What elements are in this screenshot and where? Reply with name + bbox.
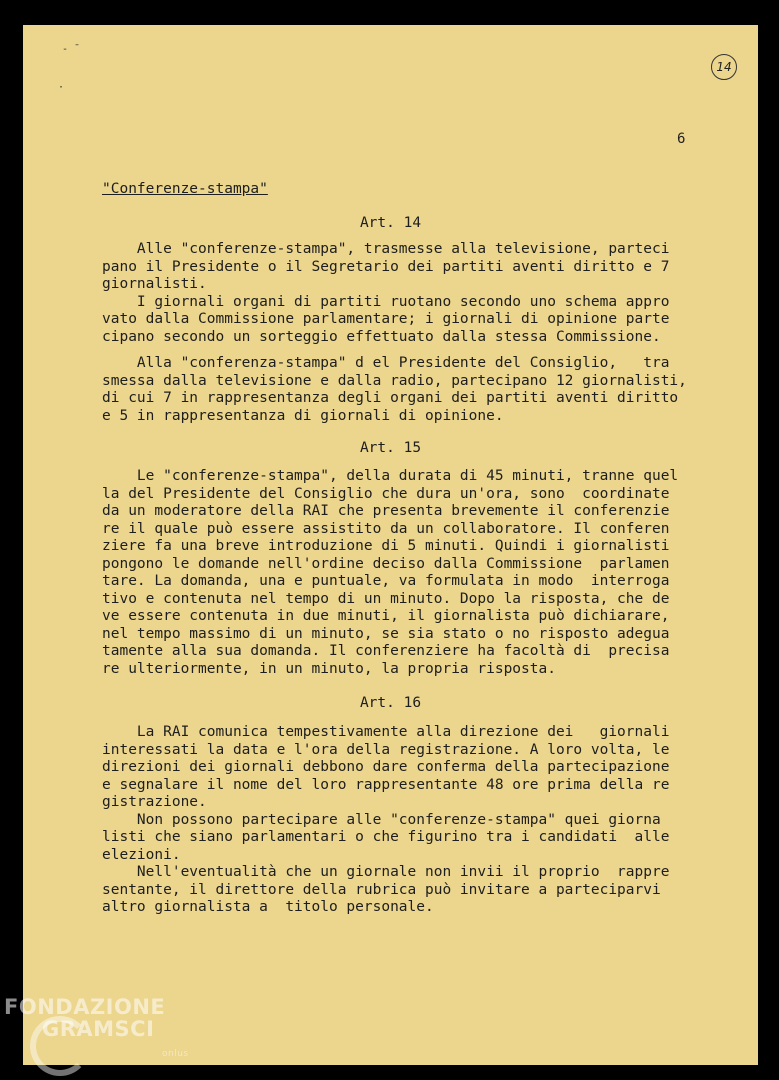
ink-mark: ‐ ˉ bbox=[62, 44, 81, 55]
article-paragraph: Le "conferenze-stampa", della durata di 45 minuti, tranne quel la del Presidente del Consiglio che dura un'ora, sono coordinate da un moderatore della RAI che presenta brevemente il conferenzie re il quale può essere assistito da un collaboratore. Il conferen ziere fa una breve introduzione di 5 minuti. Quindi i giornalisti pongono le domande nell'ordine deciso dalla Commissione parlamen tare. La domanda, una e puntuale, va formulata in modo interroga tivo e contenuta nel tempo di un minuto. Dopo la risposta, che de ve essere contenuta in due minuti, il giornalista può dichiarare, nel tempo massimo di un minuto, se sia stato o no risposto adegua tamente alla sua domanda. Il conferenziere ha facoltà di precisa re ulteriormente, in un minuto, la propria risposta. bbox=[102, 468, 679, 677]
watermark-line1: FONDAZIONE bbox=[4, 995, 166, 1019]
article-paragraph: La RAI comunica tempestivamente alla direzione dei giornali interessati la data e l'ora della registrazione. A loro volta, le direzioni dei giornali debbono dare conferma della partecipazione e segnalare il nome del loro rappresentante 48 ore prima della re gistrazione. Non possono partecipare alle "conferenze-stampa" quei giorna listi che siano parlamentari o che figurino tra i candidati alle elezioni. Nell'eventualità che un giornale non invii il proprio rappre sentante, il direttore della rubrica può invitare a parteciparvi altro giornalista a titolo personale. bbox=[102, 724, 670, 915]
watermark-suffix: onlus bbox=[162, 1049, 189, 1059]
watermark-logo bbox=[4, 995, 189, 1059]
ink-dot: · bbox=[58, 82, 65, 93]
article-heading: Art. 14 bbox=[359, 215, 422, 231]
article-paragraph: Alla "conferenza-stampa" d el Presidente del Consiglio, tra smessa dalla televisione e dalla radio, partecipano 12 giornalisti, di cui 7 in rappresentanza degli organi dei partiti aventi diritto e 5 in rappresentanza di giornali di opinione. bbox=[102, 355, 687, 424]
page-number: 6 bbox=[677, 131, 686, 147]
circled-page-number: 14 bbox=[711, 54, 737, 80]
article-heading: Art. 15 bbox=[359, 440, 422, 456]
article-heading: Art. 16 bbox=[359, 695, 422, 711]
section-title: "Conferenze-stampa" bbox=[102, 181, 268, 197]
watermark-line2: GRAMSCI bbox=[42, 1017, 155, 1041]
article-paragraph: Alle "conferenze-stampa", trasmesse alla televisione, parteci pano il Presidente o il Segretario dei partiti aventi diritto e 7 giornalisti. I giornali organi di partiti ruotano secondo uno schema appro vato dalla Commissione parlamentare; i giornali di opinione parte cipano secondo un sorteggio effettuato dalla stessa Commissione. bbox=[102, 241, 670, 345]
